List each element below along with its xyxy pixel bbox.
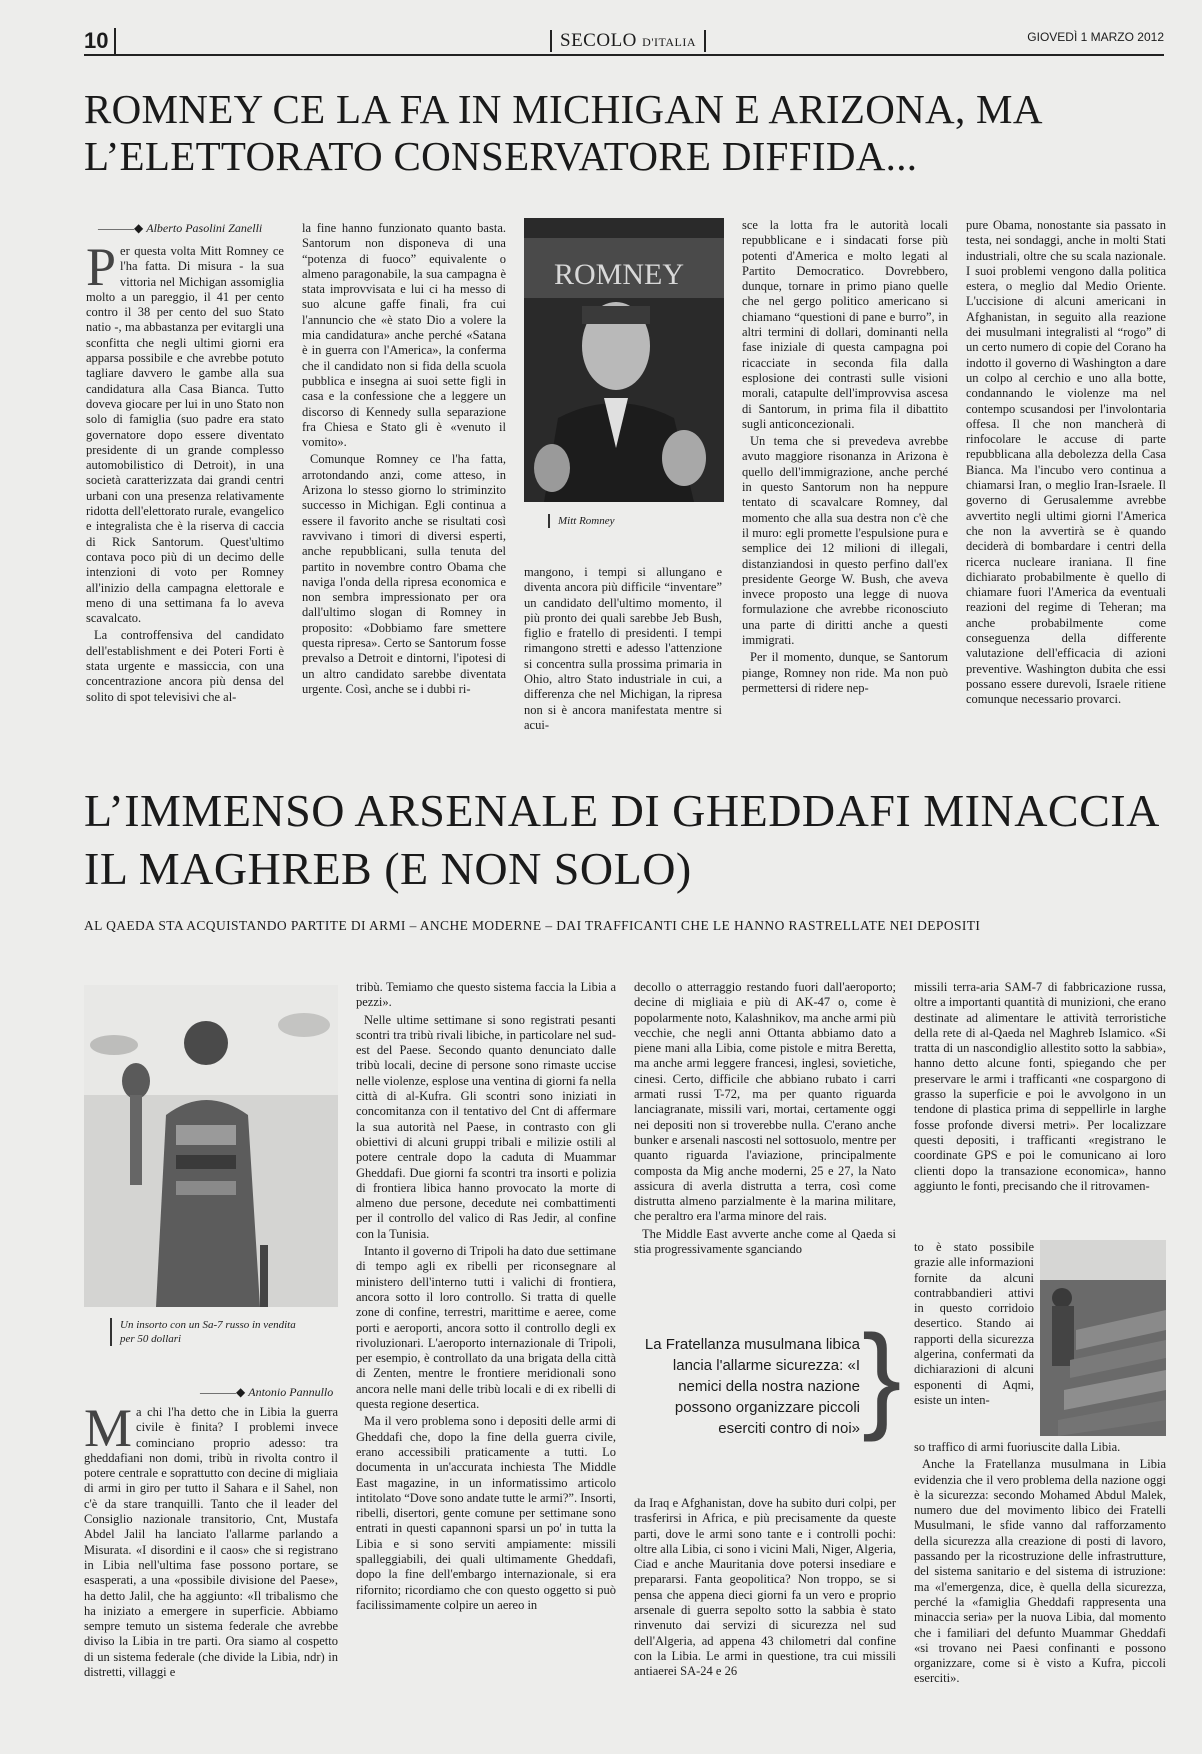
- article2-col2-p3: Intanto il governo di Tripoli ha dato due settimane di tempo agli ex ribelli per riconsegnare al ministero dell'interno tutti i valichi di frontiera, ancora sotto il loro controllo. Si tratta di quelle zone di confine, terrestri, marittime e aeree, come porti e aeroporti, ancora sotto il controllo degli ex rivoluzionari. L'aeroporto internazionale di Tripoli, per esempio, è controllato da una brigata della città di Zenten, mentre le frontiere meridionali sono ancora nelle mani delle tribù locali e di ex ribelli di questa regione desertica.: [356, 1244, 616, 1412]
- article2-col4c-p2: Anche la Fratellanza musulmana in Libia evidenzia che il vero problema della nazione oggi è la sicurezza: secondo Mohamed Abdul Malek, numero due del movimento libico dei Fratelli Musulmani, le sfide vanno dal rafforzamento della sicurezza alla creazione di posti di lavoro, passando per la ricostruzione delle infrastrutture, del sistema sanitario e del sistema di istruzione: ma «l'emergenza, dice, è quella della sicurezza, perché la «famiglia Gheddafi rappresenta una minaccia seria» per la nuova Libia, dal momento che i familiari del defunto Muammar Gheddafi «si trovano nei Paesi confinanti e possono organizzare, come si è visto a Kufra, piccoli eserciti».: [914, 1457, 1166, 1686]
- article2-col4a-p1: missili terra-aria SAM-7 di fabbricazione russa, oltre a importanti quantità di munizioni, che erano destinate ad alimentare le attività terroristiche della rete di al-Qaeda nel Maghreb Islamico. «Si tratta di un nascondiglio allestito sotto la sabbia», hanno detto alcune fonti, spiegando che per preservare le armi i trafficanti «ne cospargono di grasso la superficie e poi le avvolgono in un tendone di plastica prima di seppellirle in larghe fosse profonde diversi metri». Per localizzare questi depositi, i trafficanti «registrano le coordinate GPS e poi le comunicano ai loro clienti dopo la transazione economica», hanno aggiunto le fonti, precisando che il ritrovamen-: [914, 980, 1166, 1193]
- article2-column-4c: [914, 1440, 1166, 1736]
- article1-col1-p1-text: er questa volta Mitt Romney ce l'ha fatta. Di misura - la sua vittoria nel Michigan assomiglia molto a un pareggio, il 41 per cento contro il 38 per cento del suo Stato natio -, ma abbastanza per evitargli una sconfitta che negli ultimi giorni era apparsa possibile e che avrebbe potuto tagliare davvero le gambe alla sua candidatura alla Casa Bianca. Tutto doveva giocare per lui in uno Stato non solo di famiglia (suo padre era stato governatore dopo essere diventato presidente di un grande complesso automobilistico di Detroit), in una società caratterizzata dai grandi centri urbani con una presenza relativamente ridotta dell'elettorato rurale, evangelico e integralista che è la riserva di caccia di Rick Santorum. Quest'ultimo contava poco più di un decimo delle intenzioni di voto per Romney all'inizio della campagna elettorale e meno di una settimana fa lo aveva scavalcato.: [86, 244, 284, 626]
- article1-col4-p3: Per il momento, dunque, se Santorum piange, Romney non ride. Ma non può permettersi di ridere nep-: [742, 650, 948, 695]
- article1-col1-p2: La controffensiva del candidato dell'establishment e dei Poteri Forti è stata urgente e massiccia, con una concentrazione ancora più densa del solito di spot televisivi che al-: [86, 628, 284, 704]
- article2-column-4a: [914, 980, 1166, 1238]
- pull-quote-brace: }: [862, 1311, 902, 1443]
- romney-sign-text: ROMNEY: [554, 258, 685, 291]
- article2-drop-cap: M: [84, 1405, 133, 1458]
- romney-photo-image: [524, 218, 724, 502]
- article2-col2-p2: Nelle ultime settimane si sono registrati pesanti scontri tra tribù rivali libiche, in particolare nel sud-est del Paese. Secondo quanto denunciato dalle tribù locali, decine di persone sono rimaste uccise nelle violenze, esplose una ventina di giorni fa nella città di al-Kufra. Gli scontri sono iniziati in concomitanza con il tentativo del Cnt di affermare la sua autorità nel Paese, in contrasto con gli obiettivi di alcuni gruppi tribali e milizie ostili al potere centrale dopo la caduta di Muammar Gheddafi. Due giorni fa scontri tra insorti e polizia di frontiera libica hanno provocato la morte di almeno due persone, decedute nei combattimenti per il controllo del valico di Ras Jedir, al confine con la Tunisia.: [356, 1012, 616, 1241]
- article1-drop-cap: P: [86, 244, 117, 297]
- article1-col2-p1: la fine hanno funzionato quanto basta. Santorum non disponeva di una “potenza di fuoco” equivalente o almeno paragonabile, la sua campagna è stata improvvisata e lui ci ha messo di suo alcune gaffe finali, fra cui l'annuncio che «è stato Dio a volere la mia candidatura» anche perché «Satana è in guerra con l'America», la conferma che il candidato non si fida della scuola pubblica e insegna ai suoi sette figli in casa e la confessione che a leggere un discorso di Kennedy sulla separazione fra Chiesa e Stato gli è «venuto il vomito».: [302, 221, 506, 450]
- article2-subtitle: AL QAEDA STA ACQUISTANDO PARTITE DI ARMI – ANCHE MODERNE – DAI TRAFFICANTI CHE LE HANNO RASTRELLATE NEI DEPOSITI: [84, 918, 981, 933]
- romney-photo: [524, 218, 724, 502]
- article2-title: L’IMMENSO ARSENALE DI GHEDDAFI MINACCIA IL MAGHREB (E NON SOLO): [84, 785, 1158, 894]
- article1-col2-p2: Comunque Romney ce l'ha fatta, arrotondando anzi, come atteso, in Arizona lo stesso giorno lo striminzito successo in Michigan. Egli continua a essere il favorito anche se risultati così ravvivano i timori di diversi esperti, anche repubblicani, sulla tenuta del partito in novembre contro Obama che naviga l'onda della ripresa economica e non sembra impressionato per ora dall'ultimo slogan di Romney in proposito: «Dobbiamo fare smettere questa ripresa». Certo se Santorum fosse prevalso a Detroit e dintorni, l'ipotesi di un altro candidato sarebbe diventata urgente. Così, anche se i dubbi ri-: [302, 452, 506, 696]
- article1-column-4: [742, 218, 948, 744]
- page-number: 10: [84, 28, 116, 54]
- article1-col5-p1: pure Obama, nonostante sia passato in testa, nei sondaggi, anche in molti Stati industriali, oltre che su scala nazionale. I suoi problemi vengono dalla politica estera, o meglio dal Medio Oriente. L'uccisione di alcuni americani in Afghanistan, in seguito alla reazione dei musulmani integralisti al “rogo” di un certo numero di copie del Corano ha indotto il governo di Washington a dare un colpo al cerchio e uno alla botte, condannando le violenze ma nel contempo scusandosi per l'involontaria offesa. Il che non mancherà di rinfocolare le accuse di parte repubblicana alla debolezza della Casa Bianca. Ma l'incubo vero continua a chiamarsi Iran, o meglio Iran-Israele. Il governo di Gerusalemme avrebbe avvertito negli ultimi giorni l'America che non la avvertirà se è quando deciderà di bombardare i centri della ricerca nucleare iraniana. Il fine dichiarato probabilmente è quello di chiamare fuori l'America da eventuali reazioni del regime di Teheran; ma anche probabilmente come conseguenza della differente valutazione dell'efficacia di azioni preventive. Washington dubita che essi possano essere durevoli, Israele ritiene comunque necessario provarci.: [966, 218, 1166, 707]
- article1-column-2: [302, 221, 506, 744]
- weapons-cache-photo-image: [1040, 1240, 1166, 1436]
- article2-col1-p1-text: a chi l'ha detto che in Libia la guerra civile è finita? I problemi invece cominciano proprio adesso: tra gheddafiani non domi, tribù in rivolta contro il potere centrale e soprattutto con decine di migliaia di armi in giro per tutto il Sahara e il Sahel, non c'è da stare tranquilli. Tanto che il leader del Consiglio nazionale transitorio, Cnt, Mustafa Abdel Jalil ha lanciato l'allarme parlando a Misurata. «I disordini e il caos» che si registrano in Libia nell'ultima fase possono portare, se esasperati, a una «possibile divisione del Paese», ha detto Jalil, che ha aggiunto: «Il tribalismo che ha iniziato a emergere in superficie. Abbiamo sempre temuto un sistema federale che avrebbe diviso la Libia in tre parti. Ora siamo al cospetto di un sistema federale (che divide la Libia, ndr) in distretti, villaggi e: [84, 1405, 338, 1680]
- article2-column-1: [84, 1405, 338, 1735]
- article1-column-1: [86, 244, 284, 744]
- weapons-cache-photo: [1040, 1240, 1166, 1436]
- article2-byline: [200, 1385, 333, 1400]
- article2-col2-p1: tribù. Temiamo che questo sistema faccia la Libia a pezzi».: [356, 980, 616, 1010]
- article2-column-3b: [634, 1496, 896, 1736]
- issue-date: GIOVEDÌ 1 MARZO 2012: [1027, 30, 1164, 44]
- insurgent-photo-image: [84, 985, 338, 1307]
- article2-col1-p1: [84, 1405, 338, 1680]
- article2-column-4b: [914, 1240, 1034, 1436]
- article2-col3a-p2: The Middle East avverte anche come al Qaeda si stia progressivamente sganciando: [634, 1226, 896, 1257]
- article2-col3a-p1: decollo o atterraggio restando fuori dall'aeroporto; decine di migliaia e più di AK-47 o, come è popolarmente noto, Kalashnikov, ma anche armi più vecchie, che negli anni Ottanta abbiamo dato a piene mani alla Libia, come pistole e mitra Beretta, ma anche armi leggere francesi, inglesi, sovietiche, cinesi. Certo, difficile che abbiano rubato i carri armati russi T-72, ma per quanto riguarda lanciagranate, missili vari, mortai, certamente oggi nei depositi non si troverebbe nulla. C'erano anche bunker e arsenali nascosti nel sottosuolo, mentre per quanto riguarda l'aviazione, principalmente composta da Mig anche moderni, 25 e 27, la Nato assicura di averla distrutta a terra, così come distrutta almeno parzialmente è la marina militare, che peraltro era l'arma minore del rais.: [634, 980, 896, 1224]
- paper-name-main: SECOLO: [560, 30, 637, 51]
- article1-column-5: [966, 218, 1166, 744]
- paper-name-suffix: D'ITALIA: [642, 35, 697, 49]
- insurgent-photo: [84, 985, 338, 1307]
- article1-title: ROMNEY CE LA FA IN MICHIGAN E ARIZONA, MA L’ELETTORATO CONSERVATORE DIFFIDA...: [84, 86, 1041, 179]
- article2-col3b-p1: da Iraq e Afghanistan, dove ha subito duri colpi, per trasferirsi in Africa, e più precisamente da queste parti, dove le armi sono tante e i controlli pochi: oltre alla Libia, ci sono i vicini Mali, Niger, Algeria, Ciad e anche Mauritania dove potersi insediare e prepararsi. Fanta geopolitica? Non troppo, se si pensa che appena dieci giorni fa un vero e proprio arsenale di guerra sepolto sotto la sabbia è stato rinvenuto dai servizi di sicurezza nel sud dell'Algeria, ad appena 43 chilometri dal confine con la Libia. Le armi in questione, tra cui missili antiaerei SA-24 e 26: [634, 1496, 896, 1679]
- article1-col3-p1: mangono, i tempi si allungano e diventa ancora più difficile “inventare” un candidato dell'ultimo momento, il più pronto dei quali sarebbe Jeb Bush, figlio e fratello di presidenti. I tempi rimangono stretti e adesso l'attenzione si concentra sulla prossima primaria in Ohio, altro Stato industriale in cui, a differenza che nel Michigan, la ripresa non si è ancora manifestata mentre si acui-: [524, 565, 722, 732]
- paper-name: [550, 30, 706, 52]
- insurgent-photo-caption: Un insorto con un Sa-7 russo in vendita per 50 dollari: [110, 1318, 300, 1346]
- article1-byline: [98, 221, 262, 236]
- article2-col4c-p1: so traffico di armi fuoriuscite dalla Libia.: [914, 1440, 1121, 1454]
- article1-col4-p1: sce la lotta fra le autorità locali repubblicane e i sindacati forse più potenti d'America e molto legati al Partito Democratico. Dovrebbero, dunque, tornare in primo piano quelle che nel gergo politico americano si chiamano “questioni di pane e burro”, in altri termini di dollari, dominanti nella fase iniziale di questa campagna poi ricacciate in seconda fila dalla esplosione dei contrasti sulle visioni morali, catapulte dell'improvvisa ascesa di Santorum, in prima fila il dibattito sugli anticoncezionali.: [742, 218, 948, 431]
- article2-author: Antonio Pannullo: [248, 1385, 334, 1399]
- article1-col4-p2: Un tema che si prevedeva avrebbe avuto maggiore risonanza in Arizona è quello dell'immigrazione, anche perché in questo Santorum non ha neppure tentato di scavalcare Romney, dal momento che alla sua destra non c'è che il muro: egli promette l'espulsione pura e semplice dei 12 milioni di illegali, distanziandosi in questo perfino dall'ex presidente George W. Bush, che aveva invece proposto una legge di nuova formulazione che avrebbe riconosciuto una parte di diritti anche a questi immigrati.: [742, 434, 948, 648]
- masthead: [84, 26, 1164, 56]
- article2-column-2: [356, 980, 616, 1735]
- article1-col1-p1: [86, 244, 284, 626]
- article1-author: Alberto Pasolini Zanelli: [146, 221, 263, 235]
- article2-col2-p4: Ma il vero problema sono i depositi delle armi di Gheddafi che, dopo la fine della guerra civile, erano accessibili praticamente a tutti. Lo documenta in un'accurata inchiesta The Middle East magazine, in un informatissimo articolo intitolato “Dove sono andate tutte le armi?”. Insorti, ribelli, disertori, gente comune per settimane sono entrati in questi capannoni sparsi un po' in tutta la Libia e si sono serviti ampiamente: missili spalleggiabili, dei quali ultimamente Gheddafi, dopo la fine dell'embargo internazionale, si era rifornito; ricordiamo che con questo oggetto si può facilissimamente colpire un aereo in: [356, 1414, 616, 1612]
- article2-column-3a: [634, 980, 896, 1270]
- article2-col4b-p1: to è stato possibile grazie alle informazioni fornite da alcuni contrabbandieri attivi in questo corridoio desertico. Stando ai rapporti della sicurezza algerina, confermati da dichiarazioni di alcuni esponenti di Aqmi, esiste un inten-: [914, 1240, 1034, 1407]
- article1-column-3: [524, 565, 722, 744]
- romney-photo-caption: Mitt Romney: [548, 514, 718, 528]
- pull-quote: La Fratellanza musulmana libica lancia l'allarme sicurezza: «I nemici della nostra nazione possono organizzare piccoli eserciti contro di noi»: [644, 1336, 860, 1437]
